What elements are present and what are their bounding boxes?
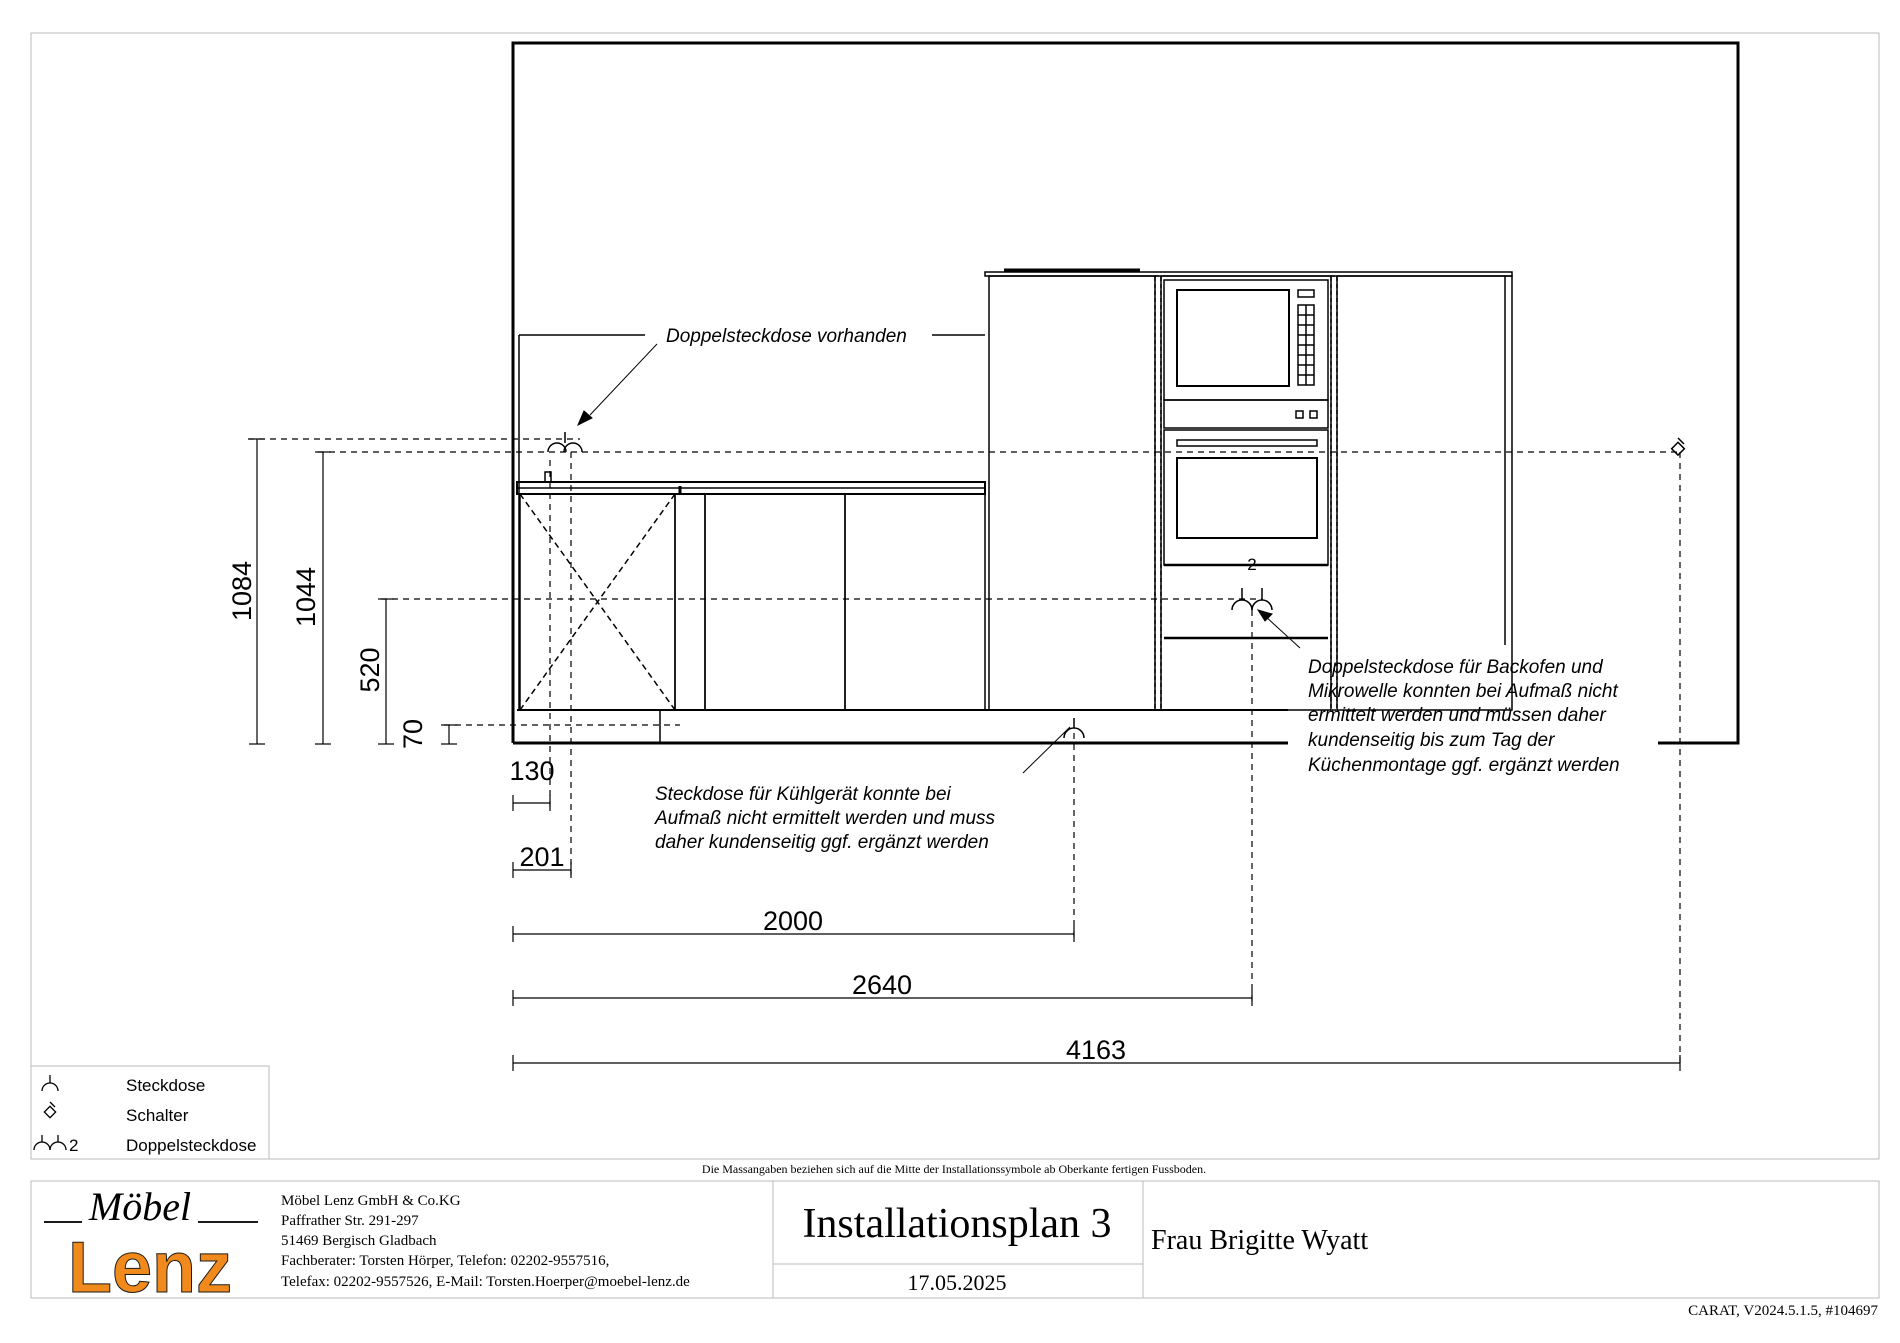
note-fridge	[654, 784, 996, 853]
dim-201: 201	[519, 842, 565, 872]
note-oven-line-2: Mikrowelle konnten bei Aufmaß nicht	[1308, 681, 1618, 702]
reference-lines	[248, 439, 1680, 1068]
company-line-5: Telefax: 02202-9557526, E-Mail: Torsten.Hoerper@moebel-lenz.de	[281, 1274, 690, 1290]
footer-disclaimer: Die Massangaben beziehen sich auf die Mitte der Installationssymbole ab Oberkante fertigen Fussboden.	[701, 1162, 1207, 1176]
legend	[31, 1066, 269, 1159]
dim-130: 130	[509, 756, 555, 786]
vertical-dimensions	[249, 439, 457, 744]
legend-double-count: 2	[69, 1136, 79, 1155]
dim-2640: 2640	[851, 970, 913, 1000]
logo-lenz: Lenz	[67, 1228, 233, 1308]
dim-520: 520	[355, 647, 385, 693]
plan-title: Installationsplan 3	[802, 1201, 1112, 1247]
company-line-4: Fachberater: Torsten Hörper, Telefon: 02202-9557516,	[281, 1253, 610, 1269]
double-socket-icon	[548, 432, 582, 452]
note-fridge-line-1: Steckdose für Kühlgerät konnte bei	[655, 784, 951, 805]
dim-1084: 1084	[227, 560, 257, 622]
logo-moebel: Möbel	[88, 1184, 192, 1229]
software-version: CARAT, V2024.5.1.5, #104697	[1688, 1303, 1878, 1319]
note-oven-line-4: kundenseitig bis zum Tag der	[1308, 730, 1555, 751]
company-line-2: Paffrather Str. 291-297	[281, 1213, 419, 1229]
legend-doppelsteckdose: Doppelsteckdose	[126, 1136, 257, 1155]
annotation-leaders	[578, 344, 1300, 773]
note-oven-line-3: ermittelt werden und müssen daher	[1308, 705, 1606, 726]
oven-socket-index: 2	[1247, 555, 1257, 574]
company-line-1: Möbel Lenz GmbH & Co.KG	[281, 1193, 461, 1209]
note-oven-line-1: Doppelsteckdose für Backofen und	[1308, 657, 1603, 678]
customer-name: Frau Brigitte Wyatt	[1151, 1225, 1369, 1256]
note-oven-line-5: Küchenmontage ggf. ergänzt werden	[1308, 755, 1620, 776]
legend-schalter: Schalter	[126, 1106, 189, 1125]
dim-2000: 2000	[762, 906, 824, 936]
plan-date: 17.05.2025	[907, 1270, 1007, 1295]
dim-4163: 4163	[1065, 1035, 1127, 1065]
note-oven	[1308, 657, 1620, 776]
note-top-socket: Doppelsteckdose vorhanden	[666, 326, 907, 347]
note-fridge-line-2: Aufmaß nicht ermittelt werden und muss	[655, 808, 996, 829]
wall-outline	[513, 43, 1738, 743]
dim-70: 70	[398, 718, 428, 750]
company-line-3: 51469 Bergisch Gladbach	[281, 1233, 437, 1249]
note-fridge-line-3: daher kundenseitig ggf. ergänzt werden	[655, 832, 989, 853]
legend-steckdose: Steckdose	[126, 1076, 206, 1095]
dim-1044: 1044	[291, 566, 321, 628]
